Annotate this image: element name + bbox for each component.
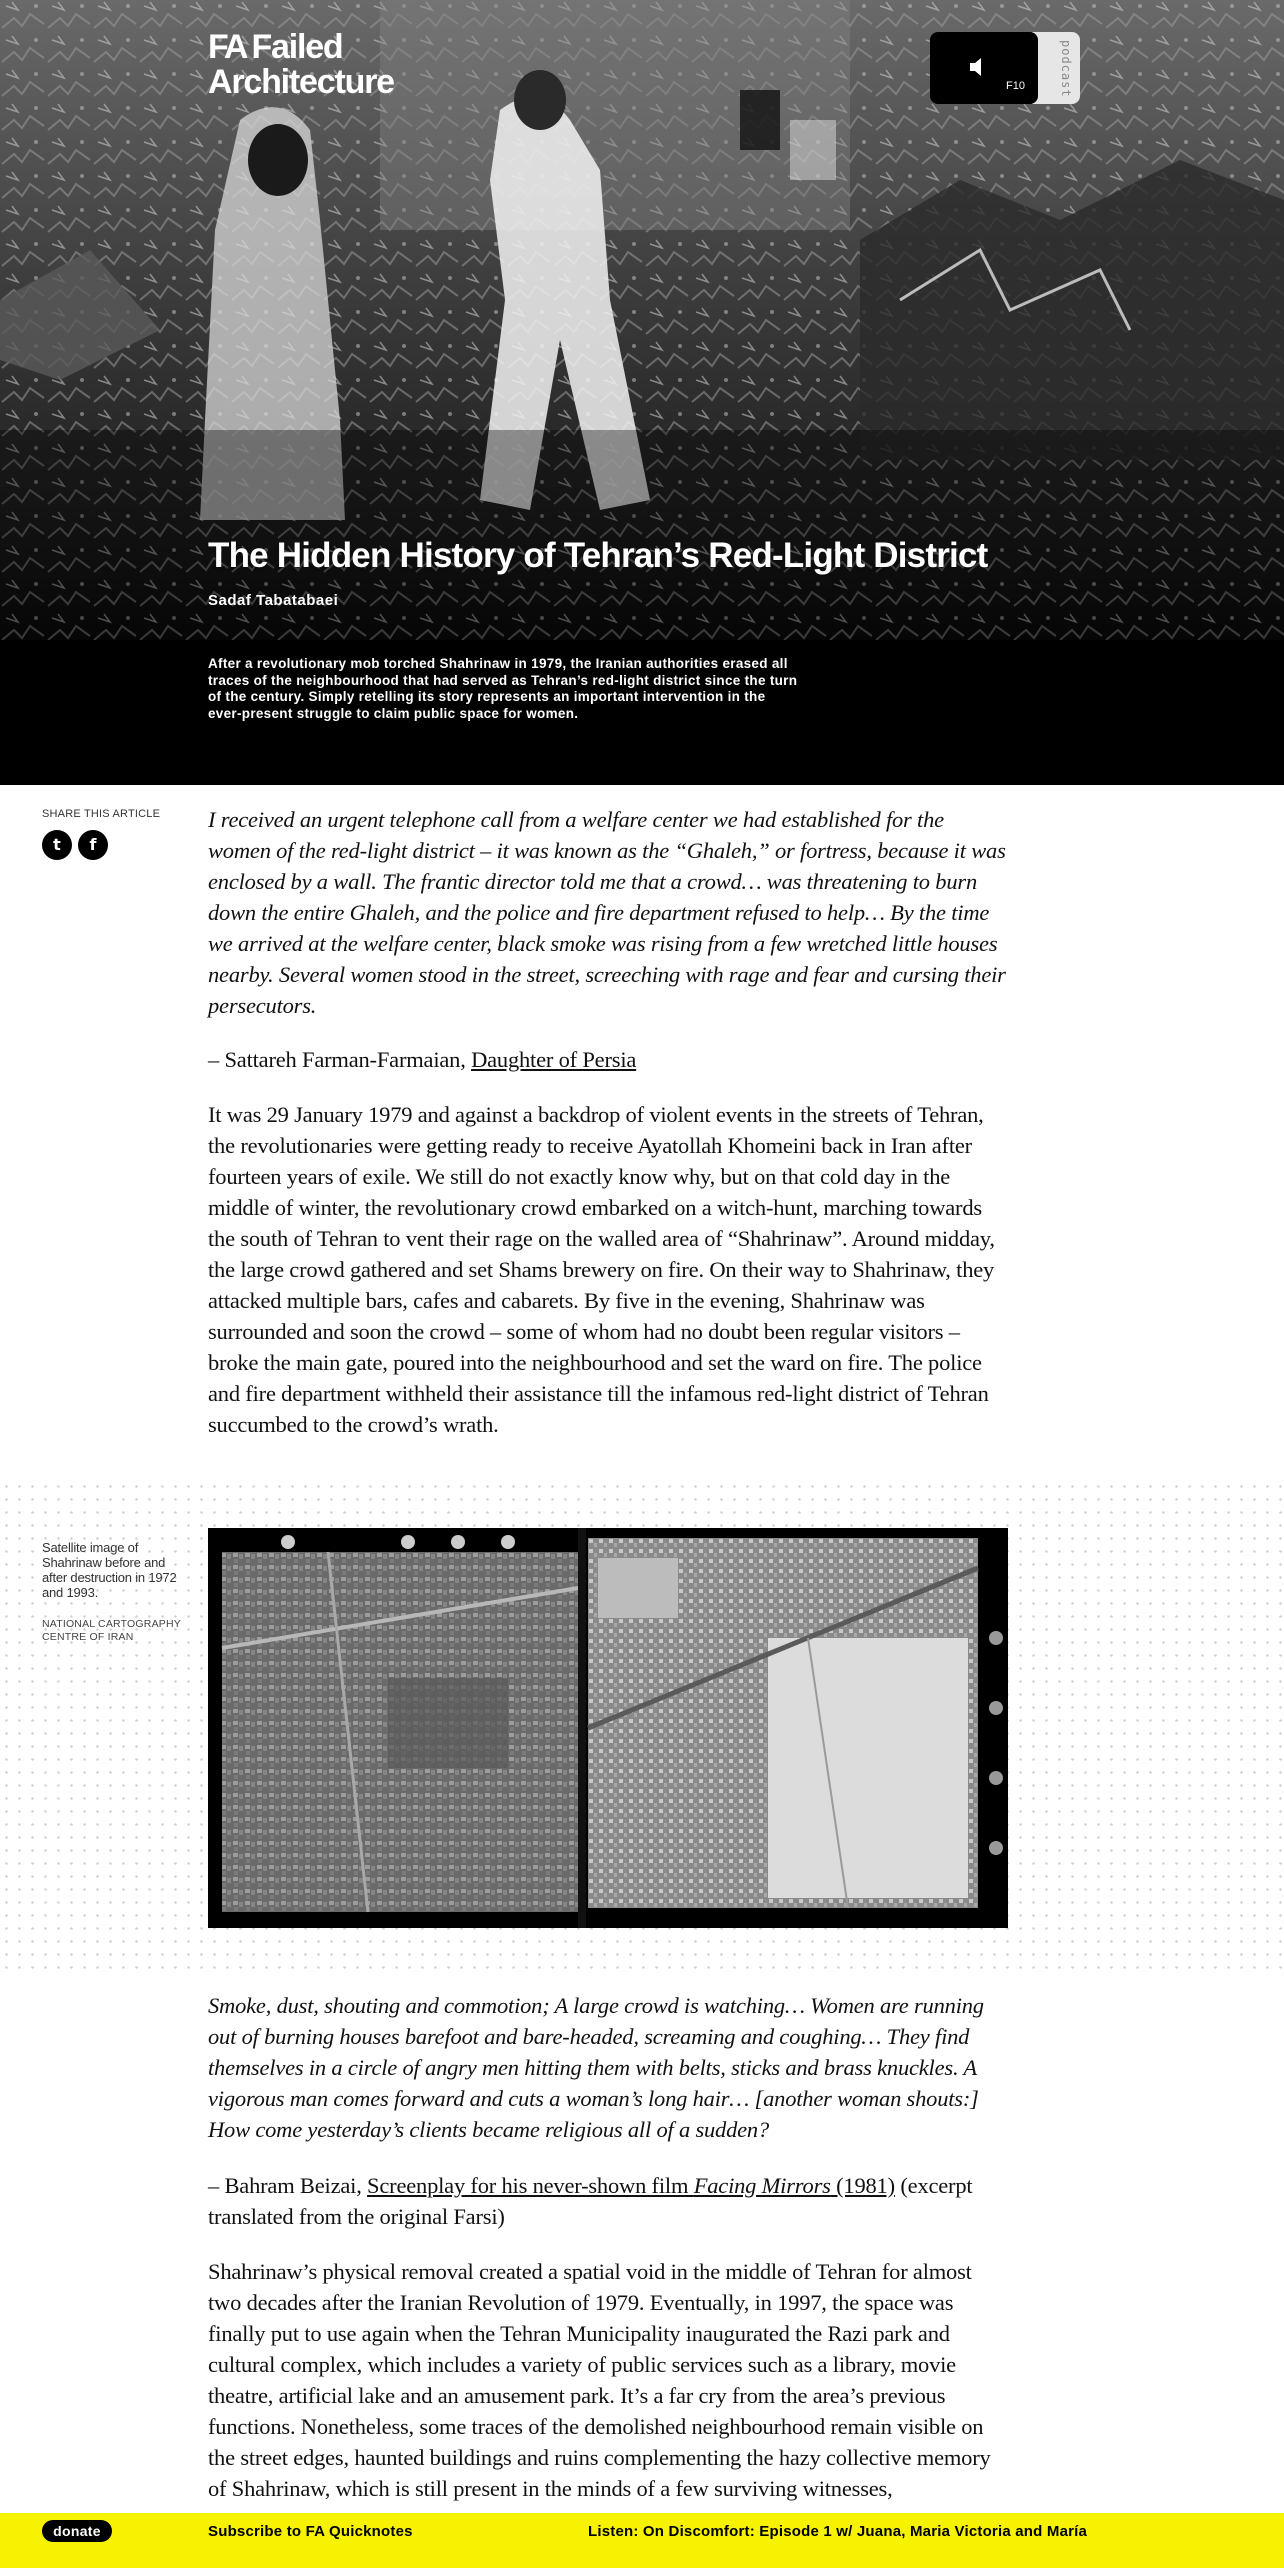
footer-bar [0,2513,1284,2568]
article-summary: After a revolutionary mob torched Shahrinaw in 1979, the Iranian authorities erased all traces of the neighbourhood that had served as Tehran’s red-light district since the turn of the century. Simply retelling its story represents an important intervention in the ever-present struggle to claim public space for women. [208,656,798,721]
screenplay-link[interactable] [367,2173,895,2198]
logo-mark: FA [208,28,246,66]
facebook-share-button[interactable] [78,830,108,860]
second-quote: Smoke, dust, shouting and commotion; A large crowd is watching… Women are running out of burning houses barefoot and bare-headed, screaming and coughing… They find themselves in a circle of angry men hitting them with belts, sticks and brass knuckles. A vigorous man comes forward and cuts a woman’s long hair… [another woman shouts:] How come yesterday’s clients became religious all of a sudden? [208,1993,984,2142]
share-label: SHARE THIS ARTICLE [42,808,161,820]
podcast-code: F10 [1006,80,1025,92]
daughter-of-persia-link[interactable]: Daughter of Persia [471,1047,637,1072]
attribution-2-prefix: – Bahram Beizai, [208,2173,368,2198]
quote-attribution-2 [208,2170,1008,2232]
podcast-player-box[interactable] [930,32,1038,104]
quote-attribution-1 [208,1044,1008,1075]
podcast-player[interactable] [930,32,1080,104]
donate-button[interactable]: donate [42,2520,112,2542]
site-logo[interactable] [208,30,394,100]
figure-credit: NATIONAL CARTOGRAPHY CENTRE OF IRAN [42,1618,181,1643]
paragraph-1: It was 29 January 1979 and against a backdrop of violent events in the streets of Tehran, the revolutionaries were getting ready to receive Ayatollah Khomeini back in Iran after fourteen years of exile. We still do not exactly know why, but on that cold day in the middle of winter, the revolutionary crowd embarked on a witch-hunt, marching towards the south of Tehran to vent their rage on the walled area of “Shahrinaw”. Around midday, the large crowd gathered and set Shams brewery on fire. On their way to Shahrinaw, they attacked multiple bars, cafes and cabarets. By five in the evening, Shahrinaw was surrounded and soon the crowd – some of whom had no doubt been regular visitors – broke the main gate, poured into the neighbourhood and set the ward on fire. The police and fire department withheld their assistance till the infamous red-light district of Tehran succumbed to the crowd’s wrath. [208,1102,995,1437]
facing-mirrors-title: Facing Mirrors [693,2173,831,2198]
subscribe-link[interactable]: Subscribe to FA Quicknotes [208,2523,413,2540]
satellite-image[interactable] [208,1528,1008,1928]
opening-quote: I received an urgent telephone call from a welfare center we had established for the women of the red-light district – it was known as the “Ghaleh,” or fortress, because it was enclosed by a wall. The frantic director told me that a crowd… was threatening to burn down the entire Ghaleh, and the police and fire department refused to help… By the time we arrived at the welfare center, black smoke was rising from a few wretched little houses nearby. Several women stood in the street, screeching with rage and fear and cursing their persecutors. [208,807,1006,1018]
attribution-1-prefix: – Sattareh Farman-Farmaian, [208,1047,472,1072]
figure-caption: Satellite image of Shahrinaw before and after destruction in 1972 and 1993. [42,1540,177,1600]
listen-link[interactable]: Listen: On Discomfort: Episode 1 w/ Juana, Maria Victoria and María [588,2523,1088,2540]
screenplay-link-year: (1981) [830,2173,895,2198]
screenplay-link-text: Screenplay for his never-shown film [367,2173,694,2198]
paragraph-2: Shahrinaw’s physical removal created a spatial void in the middle of Tehran for almost two decades after the Iranian Revolution of 1979. Eventually, in 1997, the space was finally put to use again when the Tehran Municipality inaugurated the Razi park and cultural complex, which includes a variety of public services such as a library, movie theatre, artificial lake and an amusement park. It’s a far cry from the area’s previous functions. Nonetheless, some traces of the demolished neighbourhood remain visible on the street edges, haunted buildings and ruins complementing the hazy collective memory of Shahrinaw, which is still present in the minds of a few surviving witnesses, [208,2259,991,2501]
page-title: The Hidden History of Tehran’s Red-Light District [208,536,988,575]
article-author[interactable]: Sadaf Tabatabaei [208,592,339,609]
logo-line2: Architecture [208,63,394,101]
facebook-icon: f [89,835,97,854]
twitter-share-button[interactable] [42,830,72,860]
speaker-icon[interactable] [966,54,992,80]
hero-image [0,0,1284,640]
twitter-icon: t [53,835,61,854]
logo-line1: Failed [251,28,343,66]
podcast-tab-label: podcast [1059,40,1073,98]
attribution-2-suffix: (excerpt translated from the original Farsi) [208,2173,973,2229]
